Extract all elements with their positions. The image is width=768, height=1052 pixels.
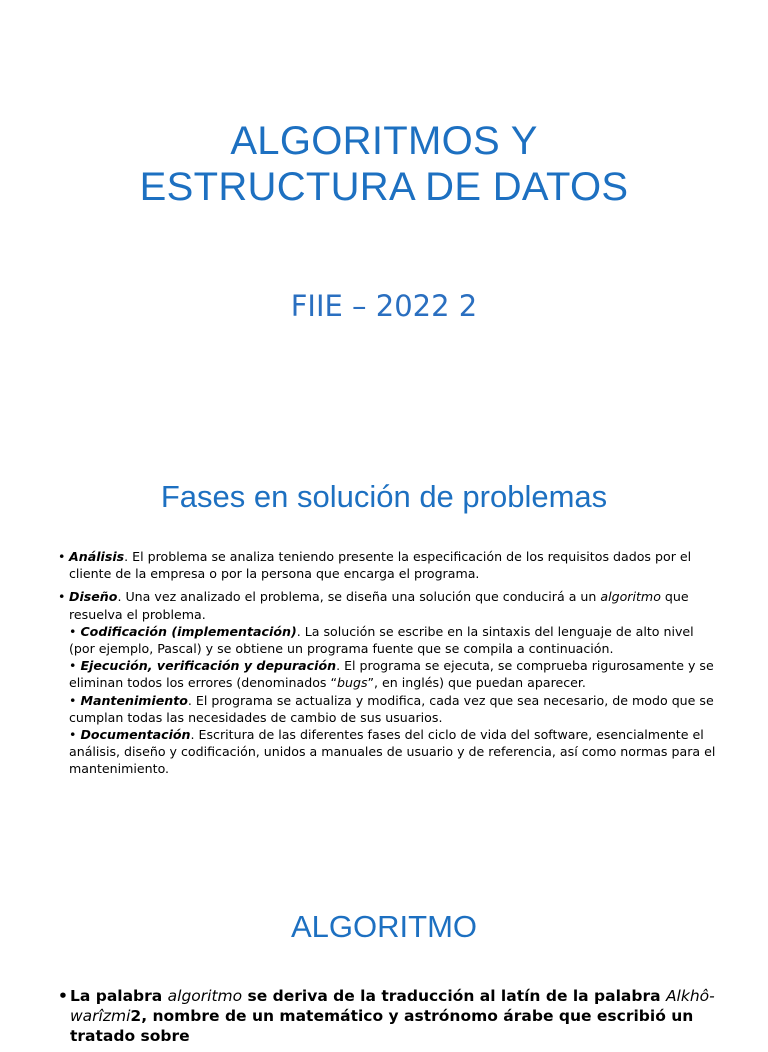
bullet-text: . El problema se analiza teniendo presente la especificación de los requisitos dados por el cliente de la empresa o por la persona que encarga el programa. [69,549,692,582]
bullet-italic: algoritmo [167,987,243,1005]
sub-item-documentation: • Documentación. Escritura de las diferentes fases del ciclo de vida del software, esencialmente el análisis, diseño y codificación, unidos a manuales de usuario y de referencia, así como normas para el mantenimiento. [69,727,716,777]
bullet-term: Diseño [69,589,118,605]
title-line-1: ALGORITMOS Y [230,119,538,163]
sub-term: Codificación (implementación) [80,623,297,639]
bullet-dot-icon: • [58,549,66,564]
sub-text: . Escritura de las diferentes fases del ciclo de vida del software, esencialmente el análisis, diseño y codificación, unidos a manuales de usuario y de referencia, así como normas para el mantenimiento. [69,727,716,777]
sub-item-coding: • Codificación (implementación). La solución se escribe en la sintaxis del lenguaje de alto nivel (por ejemplo, Pascal) y se obtiene un programa fuente que se compila a continuación. [69,623,694,657]
bullet-list [58,548,718,784]
bullet-text: se deriva de la traducción al latín de la palabra [242,987,666,1005]
sub-term: Documentación [80,727,191,743]
presentation-subtitle: FIIE – 2022 2 [290,289,478,323]
slide-algorithm [0,876,768,1045]
bullet-analysis [58,548,718,582]
slide-title [0,0,768,420]
sub-italic: bugs [337,675,368,691]
sub-text: ”, en inglés) que puedan aparecer. [367,675,586,691]
bullet-text: . Una vez analizado el problema, se diseña una solución que conducirá a un [117,589,601,605]
bullet-list [58,986,718,1052]
bullet-italic: Alkhô-warîzmi [70,987,715,1025]
sub-text: . El programa se actualiza y modifica, cada vez que sea necesario, de modo que se cumplan todas las necesidades de cambio de sus usuarios. [69,692,714,725]
bullet-text: La palabra [70,987,168,1005]
presentation-title [0,118,768,210]
sub-item-maintenance: • Mantenimiento. El programa se actualiza y modifica, cada vez que sea necesario, de modo que se cumplan todas las necesidades de cambio de sus usuarios. [69,692,714,725]
sub-term: Mantenimiento [80,692,188,708]
bullet-text: que resuelva el problema. [69,589,689,622]
slide-phases [0,432,768,864]
bullet-design [58,588,718,777]
bullet-dot-icon: • [58,589,66,605]
bullet-term: Análisis [69,549,125,564]
bullet-etymology [58,986,718,1046]
slide-heading: Fases en solución de problemas [160,479,608,514]
sub-text: . La solución se escribe en la sintaxis del lenguaje de alto nivel (por ejemplo, Pascal) y se obtiene un programa fuente que se compila a continuación. [69,623,694,657]
slide-heading: ALGORITMO [290,909,477,944]
sub-term: Ejecución, verificación y depuración [80,658,337,674]
bullet-dot-icon: • [58,987,68,1005]
bullet-italic: algoritmo [600,589,661,605]
bullet-text: 2, nombre de un matemático y astrónomo árabe que escribió un tratado sobre [70,1007,694,1045]
sub-text: . El programa se ejecuta, se comprueba rigurosamente y se eliminan todos los errores (denominados “ [69,658,714,691]
sub-item-execution: • Ejecución, verificación y depuración. El programa se ejecuta, se comprueba rigurosamente y se eliminan todos los errores (denominados “bugs”, en inglés) que puedan aparecer. [69,658,714,691]
title-line-2: ESTRUCTURA DE DATOS [139,165,629,209]
